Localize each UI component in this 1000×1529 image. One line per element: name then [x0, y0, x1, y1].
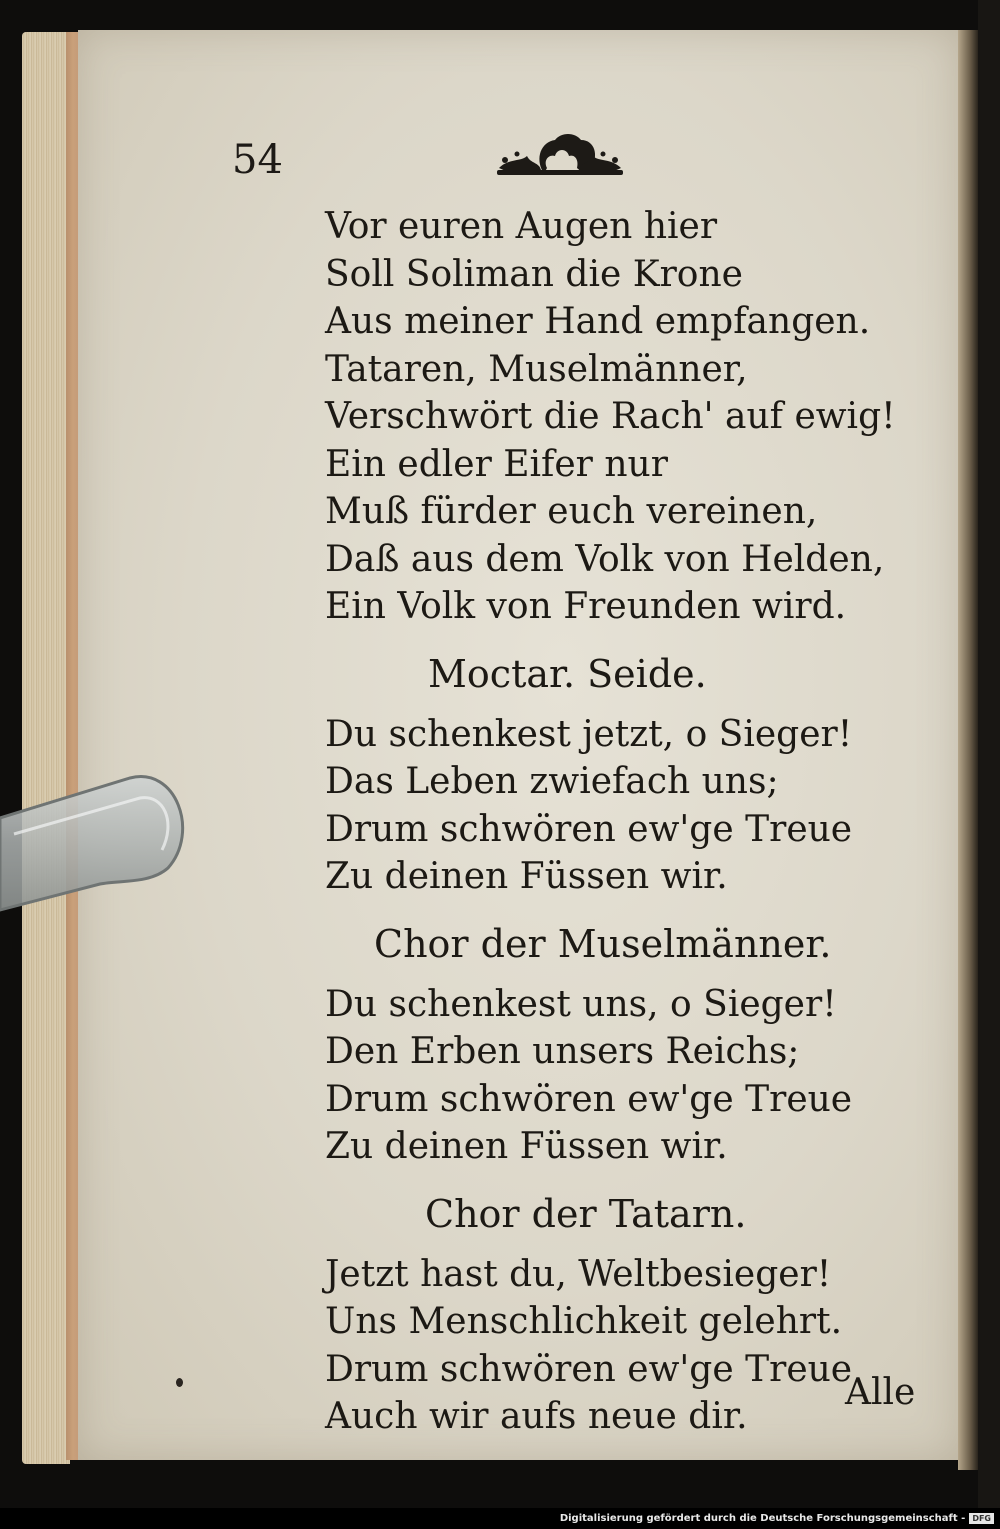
verse-line: Drum schwören ew'ge Treue	[325, 808, 853, 850]
verse-line: Du schenkest uns, o Sieger!	[325, 983, 837, 1025]
verse-line: Drum schwören ew'ge Treue	[325, 1078, 853, 1120]
verse-line: Zu deinen Füssen wir.	[325, 856, 728, 897]
verse-line: Ein Volk von Freunden wird.	[325, 586, 847, 627]
ornament-vignette-icon	[495, 128, 625, 184]
verse-line: Das Leben zwiefach uns;	[325, 761, 779, 802]
verse-line: Soll Soliman die Krone	[325, 253, 743, 295]
speaker-heading: Moctar. Seide.	[428, 651, 707, 696]
verse-line: Auch wir aufs neue dir.	[325, 1396, 748, 1437]
verse-line: Uns Menschlichkeit gelehrt.	[325, 1301, 843, 1342]
verse-line: Muß fürder euch vereinen,	[325, 491, 818, 532]
page-edge-stack	[22, 32, 70, 1464]
verse-line: Verschwört die Rach' auf ewig!	[325, 396, 896, 437]
page-weight-bookmark	[0, 772, 192, 912]
verse-line: Tataren, Muselmänner,	[325, 348, 748, 390]
verse-line: Zu deinen Füssen wir.	[325, 1126, 728, 1167]
right-background	[978, 0, 1000, 1508]
footer-bar	[0, 1508, 1000, 1529]
verse-line: Du schenkest jetzt, o Sieger!	[325, 713, 853, 755]
catchword: Alle	[845, 1372, 916, 1413]
verse-line: Ein edler Eifer nur	[325, 443, 668, 485]
footer-credit: Digitalisierung gefördert durch die Deutsche Forschungsgemeinschaft -	[559, 1513, 966, 1524]
verse-line: Drum schwören ew'ge Treue	[325, 1348, 853, 1390]
gutter-shadow	[958, 30, 978, 1470]
ink-speck	[176, 1378, 183, 1387]
speaker-heading: Chor der Tatarn.	[425, 1191, 747, 1236]
verse-line: Jetzt hast du, Weltbesieger!	[325, 1253, 832, 1295]
verse-line: Vor euren Augen hier	[325, 206, 718, 247]
dfg-logo: DFG	[969, 1513, 994, 1524]
verse-line: Aus meiner Hand empfangen.	[325, 301, 871, 342]
page-number: 54	[232, 137, 283, 183]
verse-line: Daß aus dem Volk von Helden,	[325, 538, 885, 580]
verse-line: Den Erben unsers Reichs;	[325, 1031, 800, 1072]
speaker-heading: Chor der Muselmänner.	[374, 921, 832, 966]
